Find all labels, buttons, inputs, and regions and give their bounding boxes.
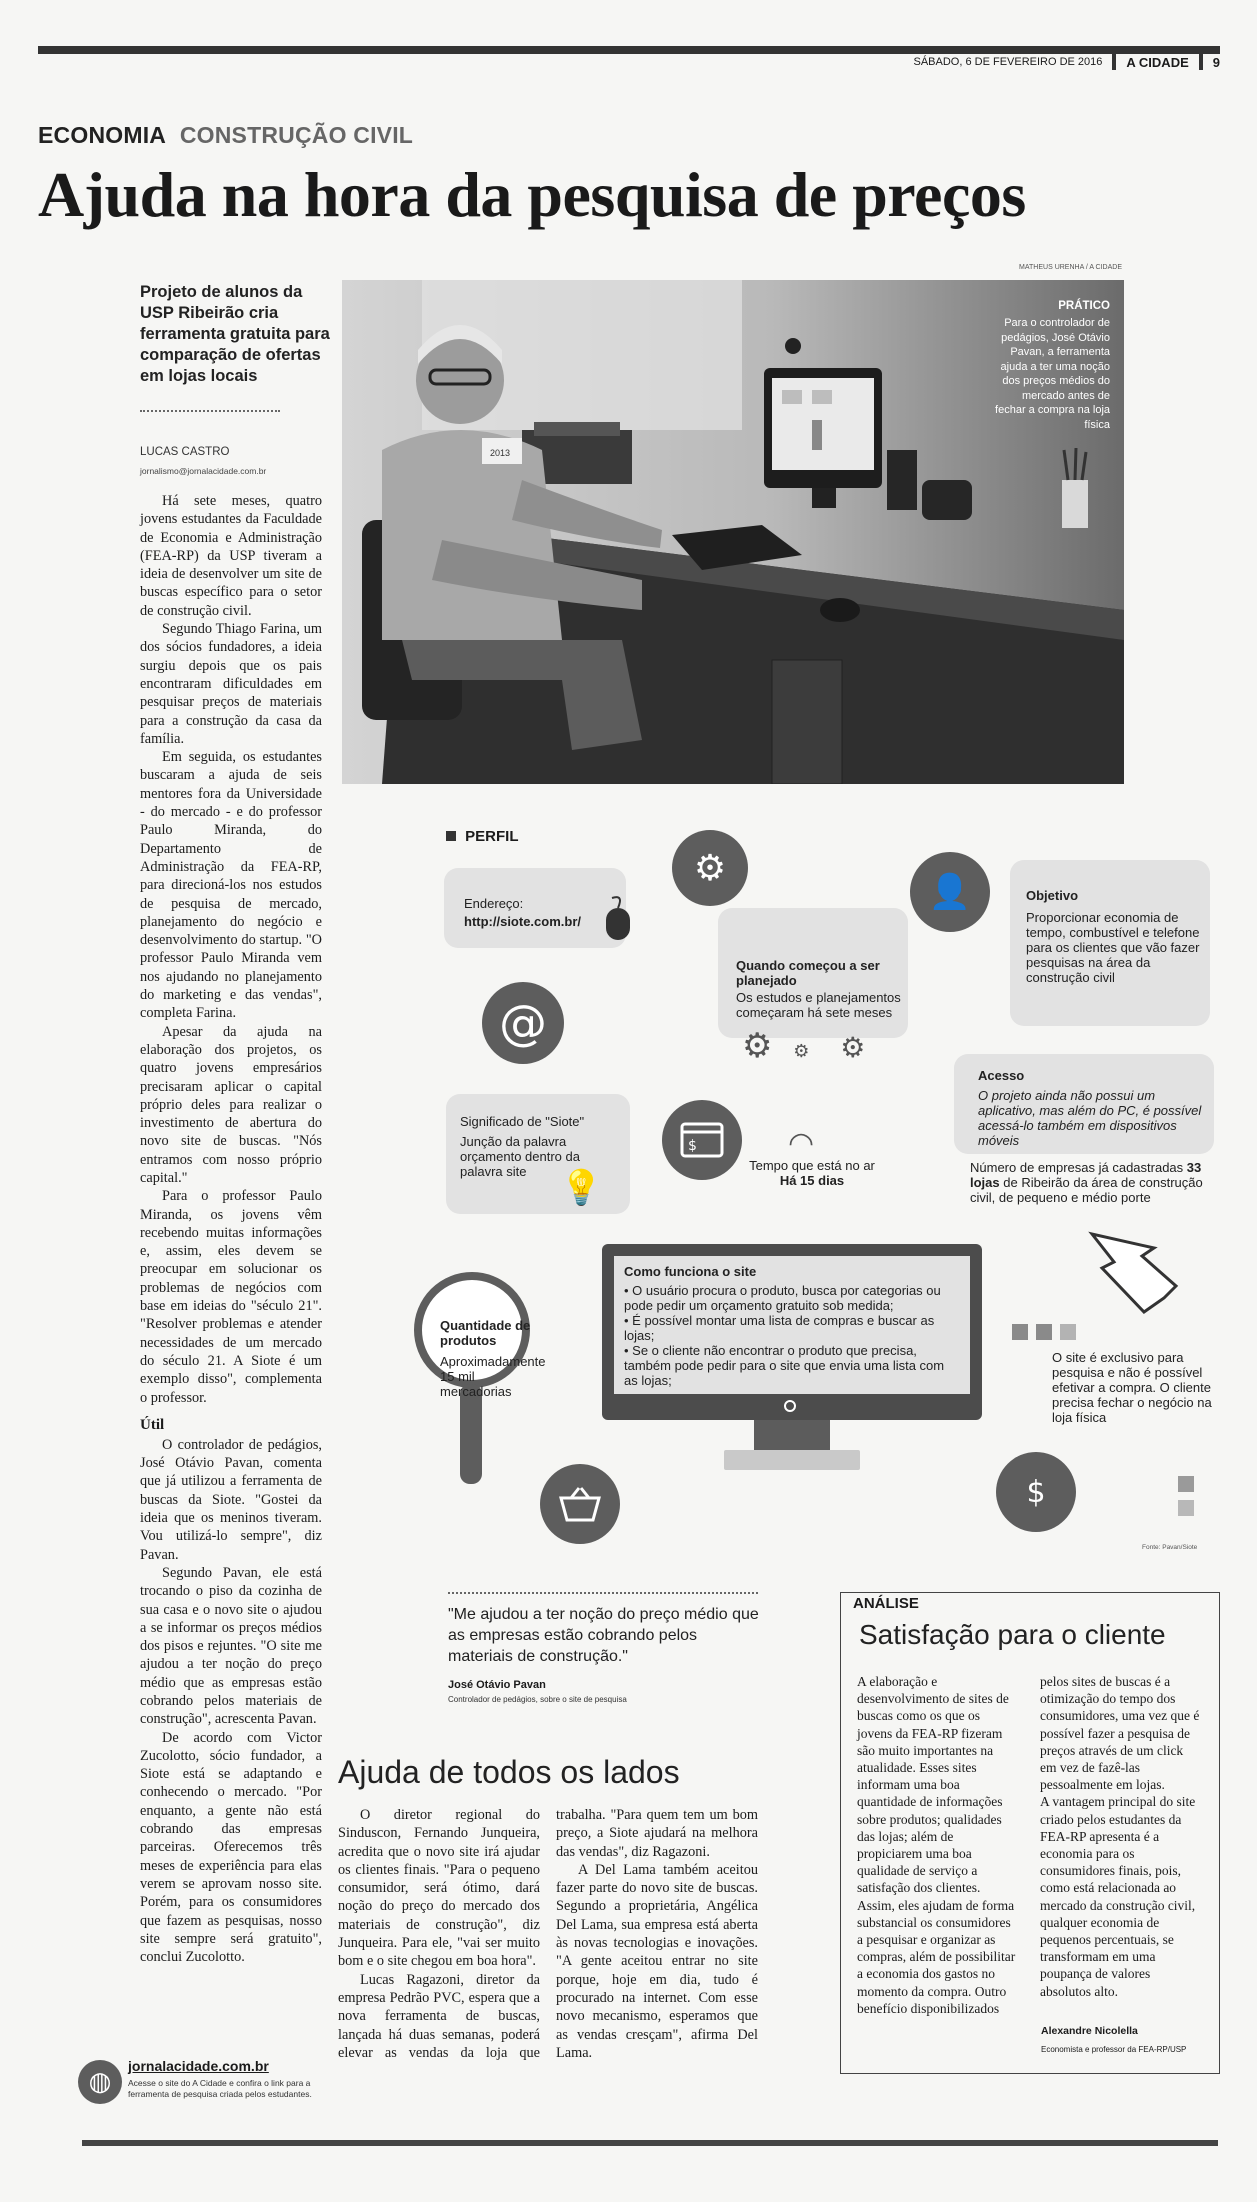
quando-box [718, 908, 908, 1038]
monitor-stand [754, 1420, 830, 1450]
square-icon [1060, 1324, 1076, 1340]
sidebar-paragraph: O diretor regional do Sinduscon, Fernando Junqueira, acredita que o novo site irá ajudar os clientes finais. "Para o pequeno consumidor, será ótimo, dará noção do preço do mercado dos materiais de construção", diz Junqueira. Para ele, "vai ser muito bom e o site chegou em boa hora". [338, 1807, 540, 1970]
dollar-magnifier-icon: $ [996, 1452, 1076, 1532]
article-paragraph: Em seguida, os estudantes buscaram a ajuda de seis mentores fora da Universidade - do mercado - e do professor Paulo Miranda, do Departamento de Administração da FEA-RP, para direcioná-los nos estudos de pesquisa de mercado, planejamento do negócio e desenvolvimento do startup. "O professor Paulo Miranda vem nos ajudando no planejamento do marketing e das vendas", completa Farina. [140, 749, 322, 1022]
article-paragraph: O controlador de pedágios, José Otávio Pavan, comenta que já utilizou a ferramenta de buscas da Siote. "Gostei da ideia que os meninos tiveram. Vou utilizá-lo sempre", diz Pavan. [140, 1436, 322, 1563]
article-column-1 [140, 492, 322, 1966]
como-item: • O usuário procura o produto, busca por categorias ou pode pedir um orçamento gratuito sob medida; [624, 1283, 941, 1313]
footer-promo-text: Acesse o site do A Cidade e confira o link para a ferramenta de pesquisa criada pelos estudantes. [128, 2078, 312, 2099]
significado-text: Junção da palavra orçamento dentro da palavra site [460, 1134, 580, 1179]
desk-card-year: 2013 [490, 448, 511, 458]
quote-divider [448, 1592, 758, 1594]
gears-icon: ⚙ [672, 830, 748, 906]
footer-promo-site[interactable]: jornalacidade.com.br [128, 2058, 269, 2074]
svg-text:$: $ [688, 1138, 697, 1154]
person-icon: 👤 [910, 852, 990, 932]
photo [342, 280, 1124, 784]
numero-rest: de Ribeirão da área de construção civil, de pequeno e médio porte [970, 1175, 1203, 1205]
header-date: SÁBADO, 6 DE FEVEREIRO DE 2016 [913, 56, 1103, 68]
header-separator [1199, 54, 1203, 70]
quantidade-box [440, 1318, 546, 1399]
analysis-label: ANÁLISE [853, 1595, 925, 1612]
header-separator [1112, 54, 1116, 70]
tempo-box [742, 1158, 882, 1188]
como-item: • É possível montar uma lista de compras e buscar as lojas; [624, 1313, 935, 1343]
basket-icon [540, 1464, 620, 1544]
pointer-hand-icon [1072, 1214, 1192, 1334]
sidebar-article-body [338, 1806, 758, 2062]
numero-text: Número de empresas já cadastradas [970, 1160, 1184, 1175]
subhead: Projeto de alunos da USP Ribeirão cria ferramenta gratuita para comparação de ofertas em lojas locais [140, 283, 330, 385]
section-main: ECONOMIA [38, 122, 166, 148]
article-paragraph: De acordo com Victor Zucolotto, sócio fundador, a Siote está se adaptando e conhecendo o mercado. "Por enquanto, a gente não está cobrando das empresas parceiras. Oferecemos três meses de experiência para elas verem se aprovam nosso site. Porém, para os consumidores que fazem as pesquisas, nosso site sempre será gratuito", conclui Zucolotto. [140, 1729, 322, 1966]
gear-icon: ⚙ [840, 1031, 866, 1064]
article-paragraph: Para o professor Paulo Miranda, os jovens vêm recebendo muitas informações e, assim, eles devem se preocupar em solucionar os problemas de negócios com base em ideias do "século 21". "Resolver problemas e atender necessidades de um mercado do século 21. A Siote é um exemplo disso", complementa o professor. [140, 1188, 322, 1406]
monitor-frame [602, 1244, 982, 1420]
analysis-body [857, 1673, 1201, 2017]
infographic [342, 804, 1222, 1594]
infographic-source: Fonte: Pavan/Siote [1142, 1544, 1198, 1551]
como-item: • Se o cliente não encontrar o produto que precisa, também pode pedir para o site que envia uma lista com as lojas; [624, 1343, 945, 1388]
page-header [900, 52, 1220, 72]
significado-box [446, 1094, 630, 1214]
gear-icons-row [742, 1026, 865, 1066]
headline: Ajuda na hora da pesquisa de preços [38, 159, 1026, 230]
mouse-icon [604, 894, 634, 942]
analysis-paragraph: A elaboração e desenvolvimento de sites de buscas como os que os jovens da FEA-RP fizeram são muito importantes na atualidade. Esses sites informam uma boa quantidade de informações sobre produtos; qualidades das lojas; além de propiciarem uma boa qualidade de serviço a satisfação dos clientes. Assim, eles ajudam de forma substancial os consumidores a pesquisar e organizar as compras, além de possibilitar a economia dos gastos no momento da compra. Outro benefício disponibilizados pelos sites de buscas é a otimização do tempo dos consumidores, uma vez que é possível fazer a pesquisa de preços através de um click em vez de fazê-las pessoalmente em lojas. [857, 1674, 1200, 2016]
square-icon [1178, 1500, 1194, 1516]
footer-promo[interactable] [78, 2056, 328, 2114]
subhead-divider [140, 410, 280, 412]
quando-title: Quando começou a ser planejado [736, 958, 880, 988]
sidebar-paragraph: A Del Lama também aceitou fazer parte do novo site de buscas. Segundo a proprietária, Angélica Del Lama, sua empresa está aberta às novas tecnologias e inovações. "A gente aceitou entrar no site porque, hoje em dia, tudo é procurado na internet. Com esse novo mecanismo, esperamos que as vendas cresçam", afirma Del Lama. [556, 1861, 758, 2061]
quando-text: Os estudos e planejamentos começaram há sete meses [736, 990, 901, 1020]
photo-caption-title: PRÁTICO [1058, 300, 1110, 312]
tempo-label: Tempo que está no ar [749, 1158, 875, 1173]
byline-name: LUCAS CASTRO [140, 446, 230, 458]
monitor-power-dot [784, 1400, 796, 1412]
square-icon [1178, 1476, 1194, 1492]
quote-block [448, 1592, 760, 1704]
numero-box [970, 1160, 1210, 1205]
quote-role: Controlador de pedágios, sobre o site de pesquisa [448, 1695, 627, 1704]
article-subhead-util: Útil [140, 1416, 165, 1433]
como-title: Como funciona o site [624, 1264, 757, 1279]
monitor-base [724, 1450, 860, 1470]
acesso-text: O projeto ainda não possui um aplicativo, mas além do PC, é possível acessá-lo também em dispositivos móveis [978, 1088, 1202, 1148]
infographic-title-text: PERFIL [465, 828, 519, 845]
analysis-role: Economista e professor da FEA-RP/USP [1041, 2045, 1187, 2054]
square-bullet-icon [446, 831, 456, 841]
quote-author: José Otávio Pavan [448, 1679, 546, 1691]
analysis-paragraph: A vantagem principal do site criado pelos estudantes da FEA-RP apresenta é a economia para os consumidores finais, pois, como está relacionada ao mercado da construção civil, qualquer economia de pequenos percentuais, se transformam em uma poupança de valores absolutos alto. [1040, 1794, 1196, 1999]
como-item-text: O usuário procura o produto, busca por categorias ou pode pedir um orçamento gratuito sob medida; [624, 1283, 941, 1313]
section-label [38, 122, 413, 149]
acesso-box [954, 1054, 1214, 1154]
square-icon [1036, 1324, 1052, 1340]
quantidade-title: Quantidade de produtos [440, 1318, 531, 1348]
exclusivo-text: O site é exclusivo para pesquisa e não é possível efetivar a compra. O cliente precisa fechar o negócio na loja física [1052, 1350, 1212, 1425]
lightbulb-icon: 💡 [560, 1168, 603, 1208]
objetivo-title: Objetivo [1026, 888, 1079, 903]
article-paragraph: Há sete meses, quatro jovens estudantes da Faculdade de Economia e Administração (FEA-RP) da USP tiveram a ideia de desenvolver um site de buscas específico para o setor de construção civil. [140, 493, 322, 619]
photo-credit: MATHEUS URENHA / A CIDADE [1019, 264, 1122, 271]
gear-icon: ⚙ [793, 1041, 810, 1062]
section-sub: CONSTRUÇÃO CIVIL [179, 122, 414, 148]
como-item-text: Se o cliente não encontrar o produto que precisa, também pode pedir para o site que envia uma lista com as lojas; [624, 1343, 945, 1388]
wifi-icon: ◠ [788, 1126, 815, 1161]
quote-text: "Me ajudou a ter noção do preço médio que as empresas estão cobrando pelos materiais de construção." [448, 1606, 759, 1665]
numero-value: 33 lojas [970, 1160, 1202, 1190]
page-number: 9 [1212, 54, 1220, 70]
article-paragraph: Segundo Pavan, ele está trocando o piso da cozinha de sua casa e o novo site o ajudou a se informar os preços médios dos pisos e rejuntes. "O site me ajudou a ter noção do preço médio que as empresas estão cobrando pelos materiais de construção", acrescenta Pavan. [140, 1564, 322, 1728]
browser-icon [662, 1100, 742, 1180]
article-paragraph: Apesar da ajuda na elaboração dos projetos, os quatro jovens empresários precisaram aplicar o capital próprio deles para realizar o investimento de abertura do novo site de buscas. "Nós entramos com nosso próprio capital." [140, 1023, 322, 1186]
gear-icon: ⚙ [742, 1026, 773, 1066]
square-icon [1012, 1324, 1028, 1340]
infographic-title [446, 828, 519, 845]
quantidade-text: Aproximadamente 15 mil mercadorias [440, 1354, 546, 1399]
tempo-value: Há 15 dias [779, 1173, 845, 1188]
analysis-author: Alexandre Nicolella [1041, 2025, 1138, 2037]
article-paragraph: Segundo Thiago Farina, um dos sócios fundadores, a ideia surgiu depois que os pais encontraram dificuldades em pesquisar preços de materiais para a construção da casa da família. [140, 621, 322, 747]
byline-email: jornalismo@jornalacidade.com.br [140, 466, 267, 476]
color-squares [1012, 1324, 1076, 1340]
analysis-title: Satisfação para o cliente [859, 1619, 1166, 1650]
significado-title: Significado de "Siote" [460, 1114, 585, 1129]
endereco-label: Endereço: [464, 896, 524, 911]
globe-icon: ◍ [78, 2060, 122, 2104]
analysis-box [840, 1592, 1220, 2074]
endereco-box [444, 868, 626, 948]
objetivo-text: Proporcionar economia de tempo, combustível e telefone para os clientes que vão fazer pesquisas na área da construção civil [1026, 910, 1200, 985]
acesso-title: Acesso [978, 1068, 1025, 1083]
header-paper-name: A CIDADE [1126, 54, 1189, 70]
objetivo-box [1010, 860, 1210, 1026]
sidebar-paragraph: Lucas Ragazoni, diretor da empresa Pedrão PVC, espera que a nova ferramenta de buscas, lançada há duas semanas, poderá elevar as vendas da loja que trabalha. "Para quem tem um bom preço, a Siote ajudará na melhora das vendas", diz Ragazoni. [338, 1807, 758, 2061]
bottom-rule [82, 2140, 1218, 2146]
como-item-text: É possível montar uma lista de compras e buscar as lojas; [624, 1313, 935, 1343]
at-icon: @ [482, 982, 564, 1064]
monitor-screen [614, 1256, 970, 1394]
sidebar-article-title: Ajuda de todos os lados [338, 1754, 680, 1790]
photo-caption: Para o controlador de pedágios, José Otávio Pavan, a ferramenta ajuda a ter uma noção dos preços médios do mercado antes de fechar a compra na loja física [995, 317, 1110, 431]
gray-squares [1178, 1476, 1194, 1516]
endereco-link[interactable]: http://siote.com.br/ [464, 914, 581, 929]
